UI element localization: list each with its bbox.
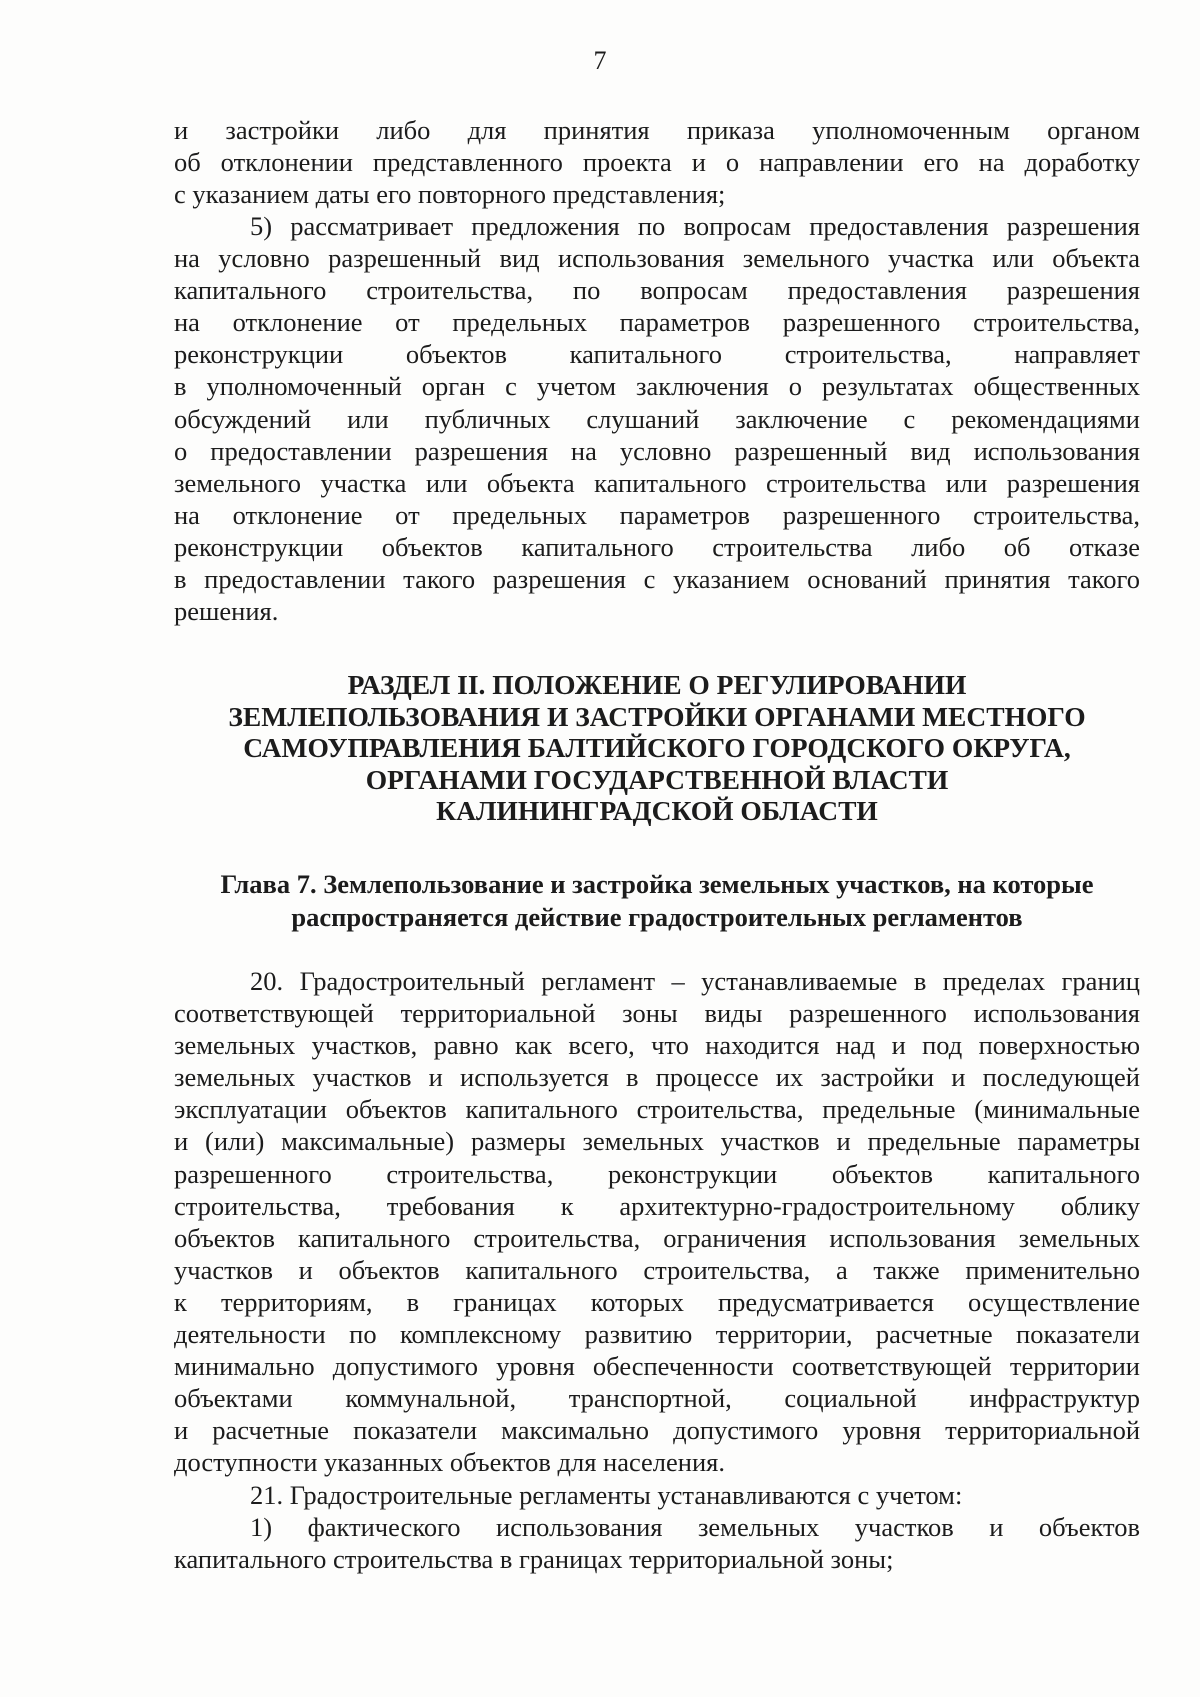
text-line: и расчетные показатели максимально допустимого уровня территориальной (174, 1415, 1140, 1446)
text-line: 5) рассматривает предложения по вопросам предоставления разрешения (250, 211, 1140, 241)
text-line: разрешенного строительства, реконструкции объектов капитального (174, 1158, 1140, 1189)
text-line: об отклонении представленного проекта и о направлении его на доработку (174, 147, 1140, 178)
heading-line: КАЛИНИНГРАДСКОЙ ОБЛАСТИ (436, 795, 878, 826)
paragraph-item-5 (174, 210, 1140, 627)
text-line: участков и объектов капитального строительства, а также применительно (174, 1254, 1140, 1285)
text-line: обсуждений или публичных слушаний заключение с рекомендациями (174, 403, 1140, 434)
text-line: реконструкции объектов капитального строительства либо об отказе (174, 531, 1140, 562)
heading-line: ОРГАНАМИ ГОСУДАРСТВЕННОЙ ВЛАСТИ (365, 763, 949, 795)
text-line: объектов капитального строительства, ограничения использования земельных (174, 1222, 1140, 1253)
heading-line: распространяется действие градостроительных регламентов (291, 902, 1023, 932)
text-line: строительства, требования к архитектурно-градостроительному облику (174, 1190, 1140, 1221)
text-line: эксплуатации объектов капитального строительства, предельные (минимальные (174, 1094, 1140, 1125)
section-heading (174, 669, 1140, 827)
text-line: к территориям, в границах которых предусматривается осуществление (174, 1286, 1140, 1317)
text-line: соответствующей территориальной зоны виды разрешенного использования (174, 998, 1140, 1029)
text-line: 20. Градостроительный регламент – устанавливаемые в пределах границ (250, 966, 1140, 996)
heading-line: Глава 7. Землепользование и застройка земельных участков, на которые (220, 869, 1094, 899)
text-line: земельных участков и используется в процессе их застройки и последующей (174, 1062, 1140, 1093)
text-line: минимально допустимого уровня обеспеченности соответствующей территории (174, 1351, 1140, 1382)
text-line: капитального строительства, по вопросам предоставления разрешения (174, 275, 1140, 306)
text-line: капитального строительства в границах территориальной зоны; (174, 1543, 894, 1574)
page-number: 7 (593, 46, 607, 75)
text-line: объектами коммунальной, транспортной, социальной инфраструктур (174, 1383, 1140, 1414)
text-line: на условно разрешенный вид использования земельного участка или объекта (174, 243, 1140, 274)
text-line: о предоставлении разрешения на условно разрешенный вид использования (174, 435, 1140, 466)
text-line: в уполномоченный орган с учетом заключения о результатах общественных (174, 371, 1140, 402)
text-line: земельного участка или объекта капитального строительства или разрешения (174, 467, 1140, 498)
heading-line: РАЗДЕЛ II. ПОЛОЖЕНИЕ О РЕГУЛИРОВАНИИ (347, 669, 967, 700)
chapter-heading (174, 868, 1140, 934)
heading-line: САМОУПРАВЛЕНИЯ БАЛТИЙСКОГО ГОРОДСКОГО ОКРУГА, (243, 732, 1071, 763)
text-line: доступности указанных объектов для населения. (174, 1447, 725, 1478)
text-line: с указанием даты его повторного представления; (174, 179, 726, 210)
paragraph-20 (174, 965, 1140, 1575)
text-line: деятельности по комплексному развитию территории, расчетные показатели (174, 1319, 1140, 1350)
text-line: 1) фактического использования земельных участков и объектов (250, 1511, 1140, 1542)
heading-line: ЗЕМЛЕПОЛЬЗОВАНИЯ И ЗАСТРОЙКИ ОРГАНАМИ МЕСТНОГО (228, 700, 1086, 732)
text-line: земельных участков, равно как всего, что находится над и под поверхностью (174, 1030, 1140, 1061)
text-line: и (или) максимальные) размеры земельных участков и предельные параметры (174, 1126, 1140, 1157)
text-line: в предоставлении такого разрешения с указанием оснований принятия такого (174, 564, 1140, 595)
text-line: 21. Градостроительные регламенты устанавливаются с учетом: (250, 1479, 963, 1510)
text-line: и застройки либо для принятия приказа уполномоченным органом (174, 115, 1140, 145)
text-line: на отклонение от предельных параметров разрешенного строительства, (174, 499, 1140, 530)
text-line: решения. (174, 596, 279, 627)
paragraph-block-1 (174, 114, 1140, 210)
text-line: реконструкции объектов капитального строительства, направляет (174, 339, 1140, 370)
text-line: на отклонение от предельных параметров разрешенного строительства, (174, 307, 1140, 338)
